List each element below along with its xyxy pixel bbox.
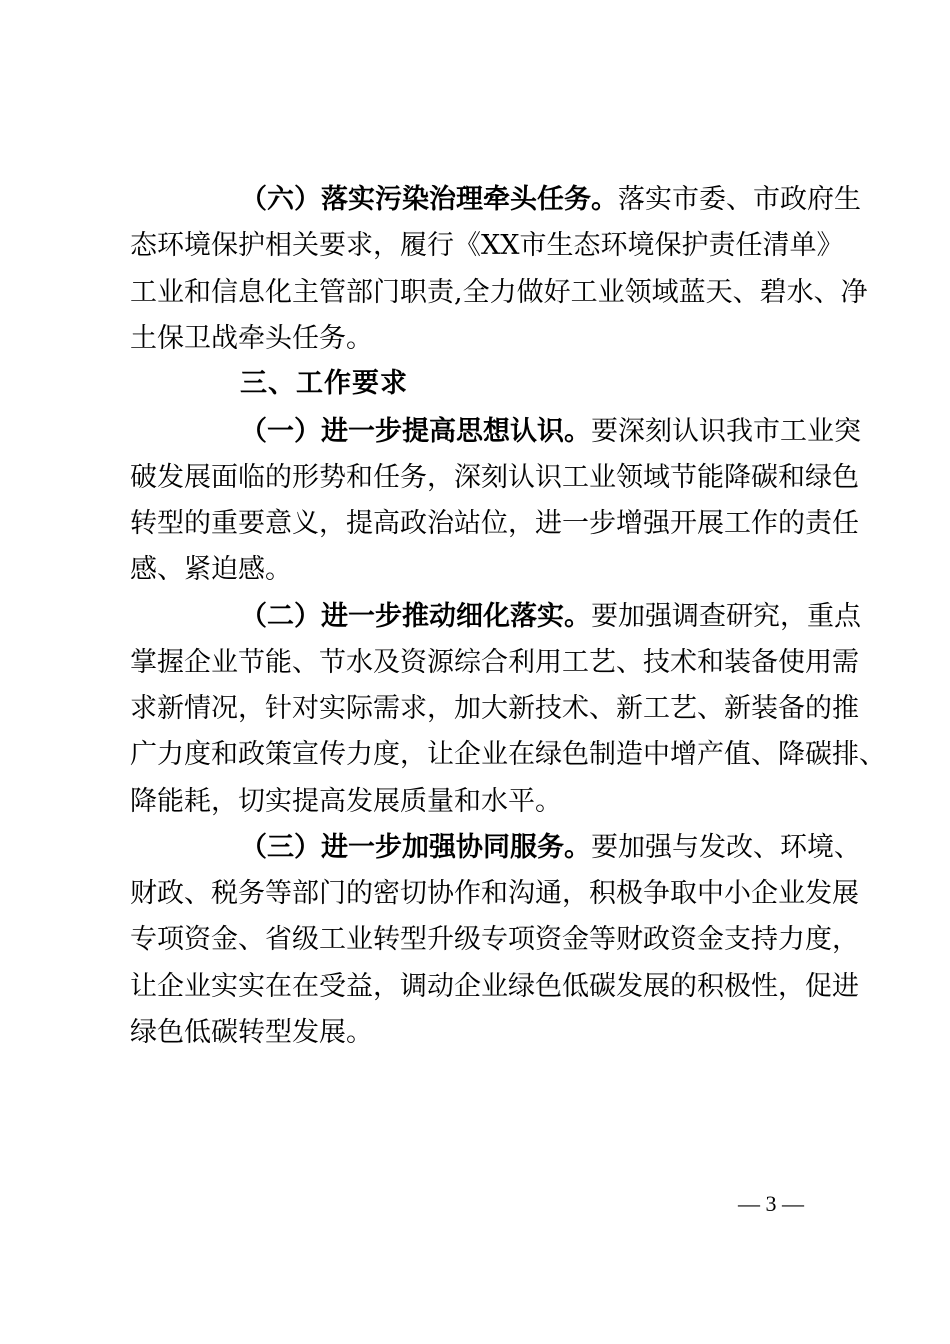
requirement-3-line-3: 专项资金、省级工业转型升级专项资金等财政资金支持力度，	[130, 924, 859, 955]
paragraph-6-text: 落实市委、市政府生	[618, 184, 861, 215]
paragraph-6-line-1	[240, 177, 861, 223]
requirement-2-line-1	[240, 594, 861, 640]
page-number: — 3 —	[738, 1191, 804, 1216]
section-heading: 三、工作要求	[240, 368, 408, 399]
requirement-3-line-5: 绿色低碳转型发展。	[130, 1017, 373, 1048]
requirement-2-line-4: 广力度和政策宣传力度，让企业在绿色制造中增产值、降碳排、	[130, 739, 886, 770]
paragraph-6-lead: （六）落实污染治理牵头任务。	[240, 184, 618, 215]
requirement-1-lead: （一）进一步提高思想认识。	[240, 416, 591, 447]
requirement-1-text: 要深刻认识我市工业突	[591, 416, 861, 447]
requirement-2-text: 要加强调查研究，重点	[591, 601, 861, 632]
paragraph-6-line-3: 工业和信息化主管部门职责,全力做好工业领域蓝天、碧水、净	[130, 277, 868, 308]
requirement-2-line-5: 降能耗，切实提高发展质量和水平。	[130, 786, 562, 817]
requirement-2-lead: （二）进一步推动细化落实。	[240, 601, 591, 632]
requirement-2-line-3: 求新情况，针对实际需求，加大新技术、新工艺、新装备的推	[130, 693, 859, 724]
requirement-3-text: 要加强与发改、环境、	[591, 832, 861, 863]
requirement-3-lead: （三）进一步加强协同服务。	[240, 832, 591, 863]
requirement-1-line-3: 转型的重要意义，提高政治站位，进一步增强开展工作的责任	[130, 508, 859, 539]
requirement-1-line-1	[240, 409, 861, 455]
requirement-3-line-2: 财政、税务等部门的密切协作和沟通，积极争取中小企业发展	[130, 878, 859, 909]
paragraph-6-line-4: 土保卫战牵头任务。	[130, 323, 373, 354]
requirement-3-line-4: 让企业实实在在受益，调动企业绿色低碳发展的积极性，促进	[130, 971, 859, 1002]
requirement-1-line-2: 破发展面临的形势和任务，深刻认识工业领域节能降碳和绿色	[130, 462, 859, 493]
requirement-3-line-1	[240, 825, 861, 871]
paragraph-6-line-2: 态环境保护相关要求，履行《XX市生态环境保护责任清单》	[130, 230, 844, 261]
requirement-2-line-2: 掌握企业节能、节水及资源综合利用工艺、技术和装备使用需	[130, 647, 859, 678]
requirement-1-line-4: 感、紧迫感。	[130, 554, 292, 585]
